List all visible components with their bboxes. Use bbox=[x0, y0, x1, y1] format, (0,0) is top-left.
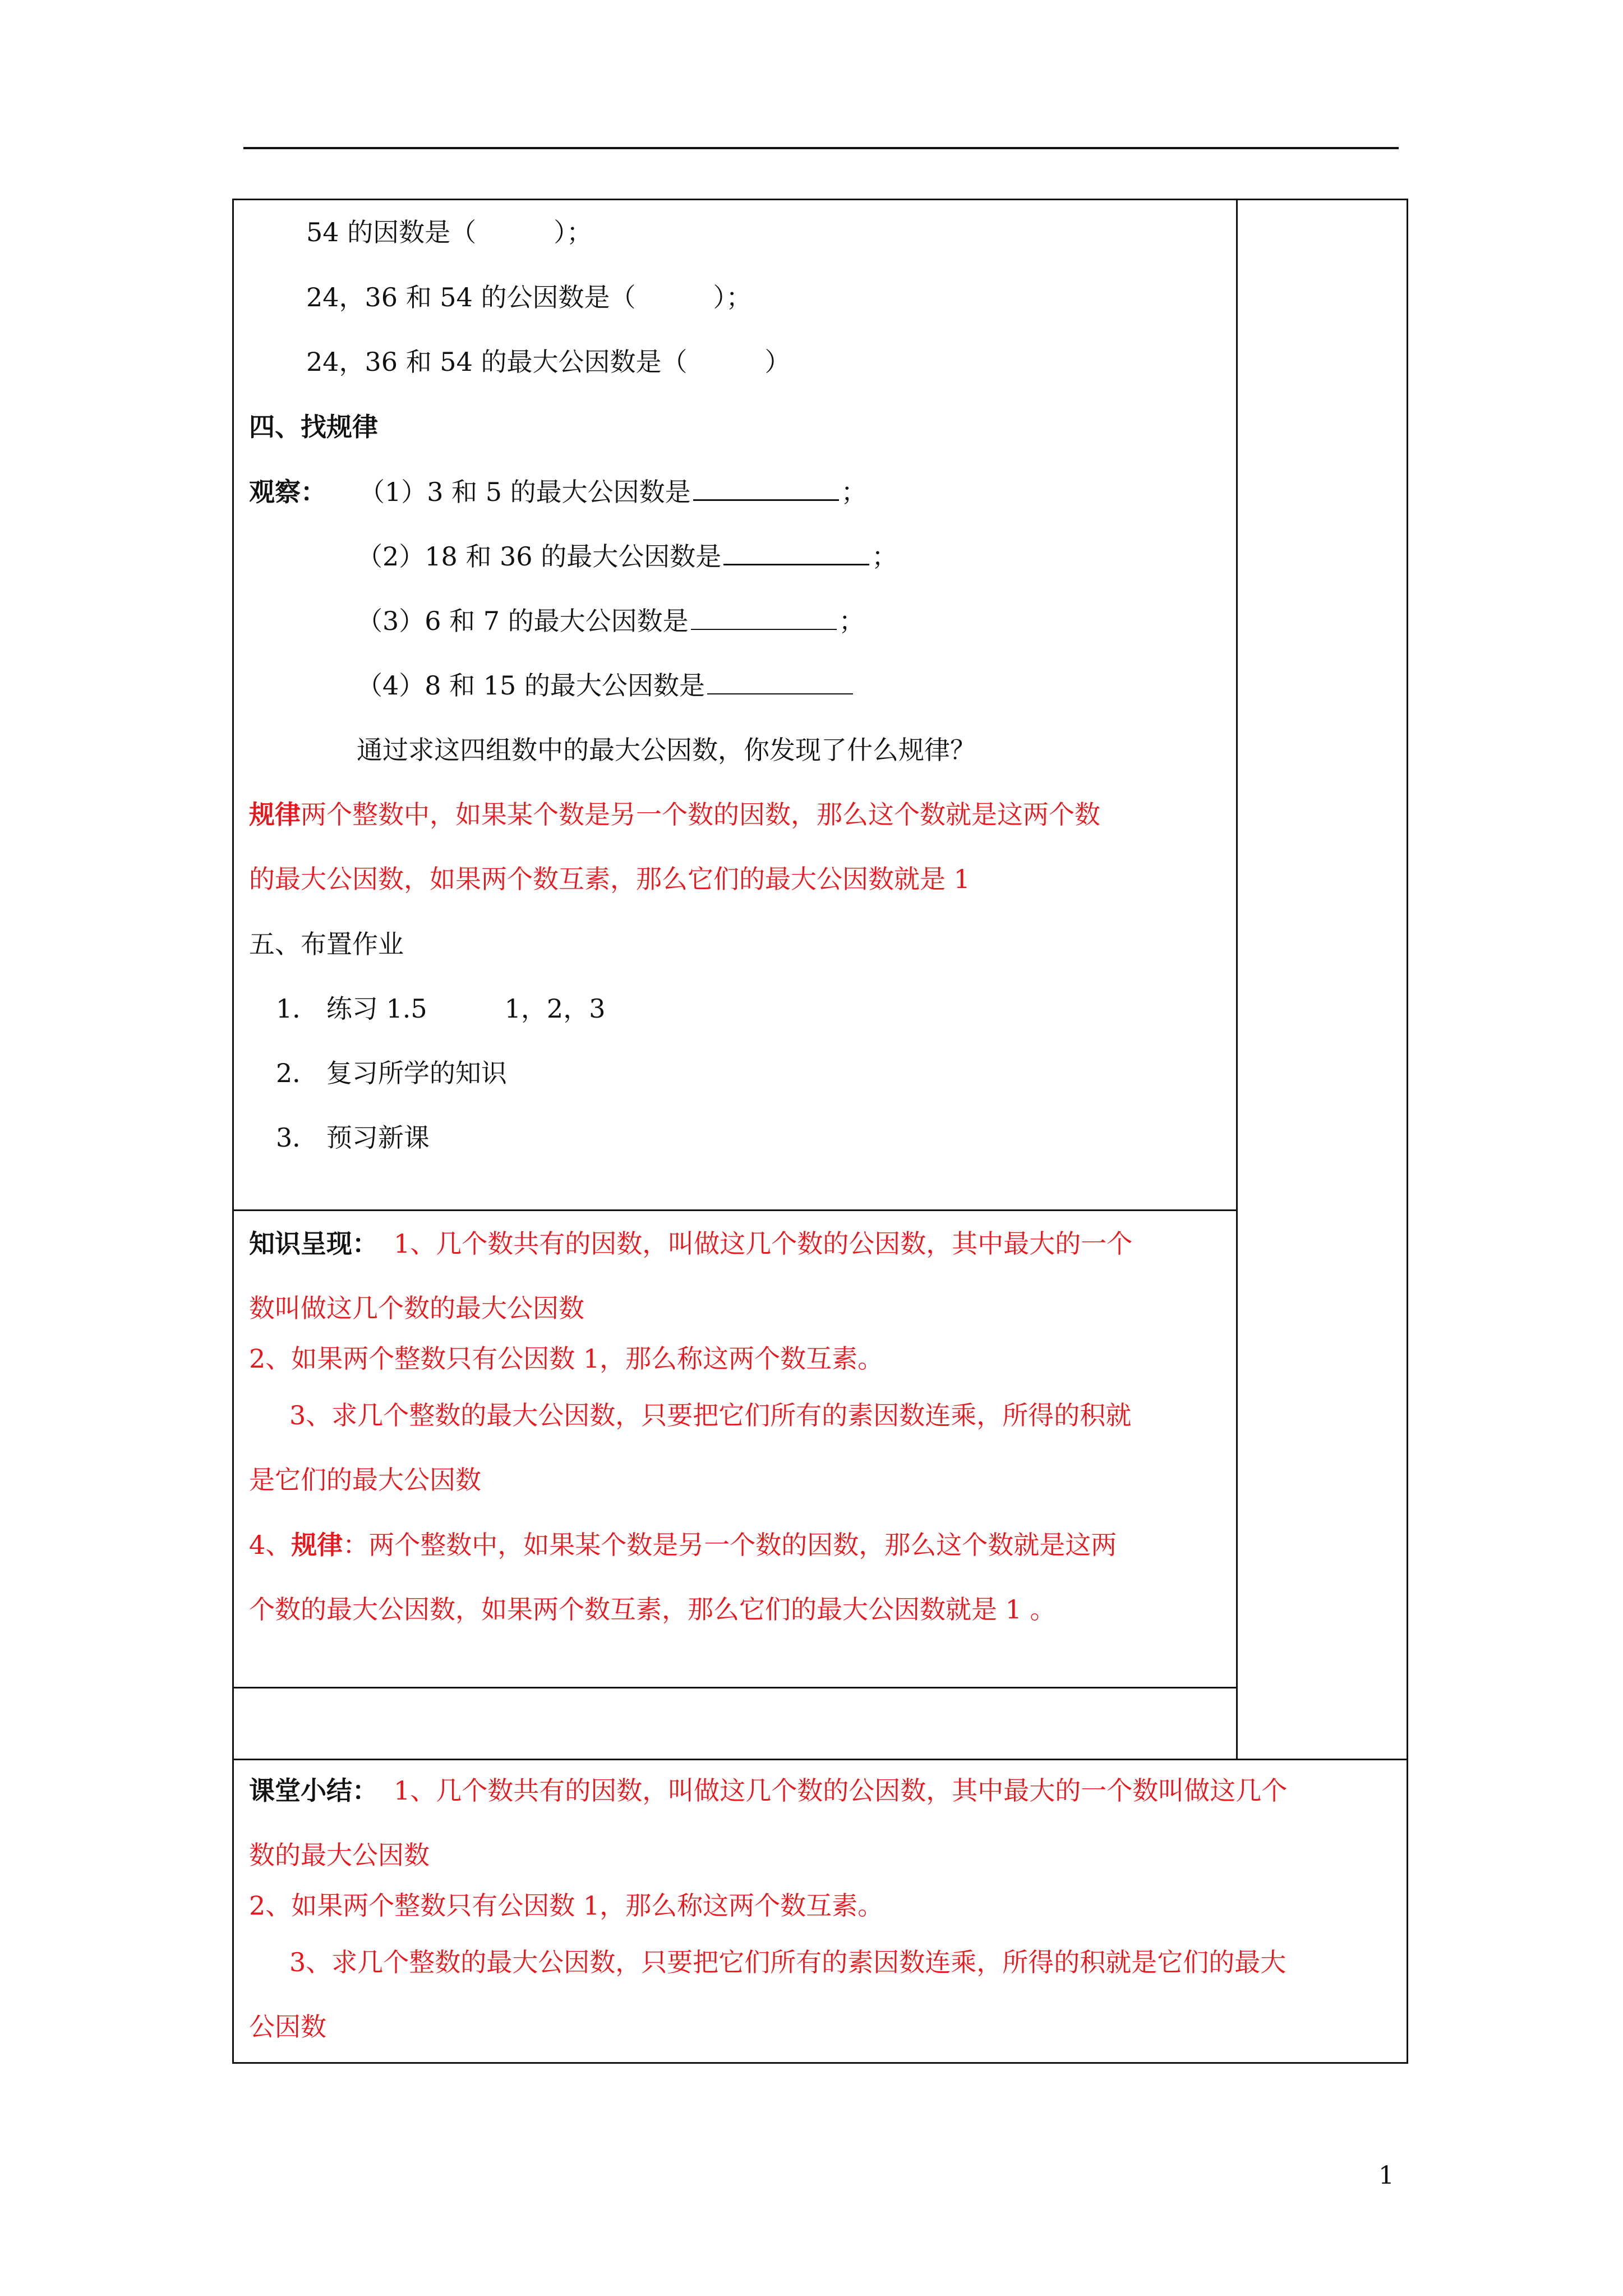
answer-blank-2[interactable] bbox=[723, 541, 869, 565]
rule-line-2: 的最大公因数，如果两个数互素，那么它们的最大公因数就是 1 bbox=[249, 864, 970, 894]
knowledge-label: 知识呈现： bbox=[249, 1228, 378, 1259]
observe-item-1 bbox=[249, 477, 867, 508]
section5-title: 五、布置作业 bbox=[249, 929, 404, 959]
observe-item-1-text: （1）3 和 5 的最大公因数是 bbox=[359, 477, 691, 507]
knowledge-item-1a bbox=[249, 1228, 1132, 1259]
summary-item-1b: 数的最大公因数 bbox=[249, 1840, 430, 1870]
factors-54-line: 54 的因数是（ ）； bbox=[306, 217, 593, 247]
answer-blank-4[interactable] bbox=[707, 671, 853, 694]
semicolon: ； bbox=[841, 477, 867, 507]
row-divider-3 bbox=[232, 1759, 1408, 1760]
observe-item-3-text: （3）6 和 7 的最大公因数是 bbox=[357, 606, 689, 636]
header-rule bbox=[243, 147, 1399, 149]
observe-item-2-text: （2）18 和 36 的最大公因数是 bbox=[357, 541, 722, 572]
section4-title: 四、找规律 bbox=[249, 412, 378, 442]
homework-item-2: 2． 复习所学的知识 bbox=[276, 1058, 507, 1088]
knowledge-item-4a-text: ：两个整数中，如果某个数是另一个数的因数，那么这个数就是这两 bbox=[343, 1530, 1117, 1560]
answer-blank-1[interactable] bbox=[693, 477, 839, 501]
summary-item-3b: 公因数 bbox=[249, 2012, 326, 2042]
rule-text-1: 两个整数中，如果某个数是另一个数的因数，那么这个数就是这两个数 bbox=[301, 799, 1100, 830]
observe-item-3 bbox=[357, 606, 865, 637]
summary-item-3a: 3、求几个整数的最大公因数，只要把它们所有的素因数连乘，所得的积就是它们的最大 bbox=[289, 1947, 1287, 1977]
knowledge-item-3a: 3、求几个整数的最大公因数，只要把它们所有的素因数连乘，所得的积就 bbox=[289, 1400, 1132, 1430]
gcd-line: 24，36 和 54 的最大公因数是（ ） bbox=[306, 347, 791, 377]
table-bottom-border bbox=[232, 2062, 1408, 2064]
common-factors-line: 24，36 和 54 的公因数是（ ）； bbox=[306, 282, 752, 312]
rule-line-1 bbox=[249, 799, 1100, 830]
observe-item-4 bbox=[357, 670, 855, 701]
knowledge-item-1a-text: 1、几个数共有的因数，叫做这几个数的公因数，其中最大的一个 bbox=[394, 1228, 1133, 1259]
summary-item-1a-text: 1、几个数共有的因数，叫做这几个数的公因数，其中最大的一个数叫做这几个 bbox=[394, 1775, 1288, 1806]
table-left-border bbox=[232, 199, 234, 2064]
semicolon: ； bbox=[872, 541, 898, 572]
knowledge-rule-label: 规律 bbox=[291, 1530, 343, 1560]
homework-item-1: 1． 练习 1.5 1，2，3 bbox=[276, 993, 606, 1024]
summary-item-1a bbox=[249, 1775, 1287, 1806]
summary-item-2: 2、如果两个整数只有公因数 1，那么称这两个数互素。 bbox=[249, 1890, 884, 1921]
knowledge-item-3b: 是它们的最大公因数 bbox=[249, 1465, 481, 1495]
page-number: 1 bbox=[1378, 2161, 1394, 2190]
knowledge-item-1b: 数叫做这几个数的最大公因数 bbox=[249, 1293, 584, 1323]
summary-label: 课堂小结： bbox=[249, 1775, 378, 1806]
row-divider-2 bbox=[232, 1687, 1236, 1688]
rule-label: 规律 bbox=[249, 799, 301, 830]
semicolon: ； bbox=[838, 606, 865, 636]
knowledge-item-2: 2、如果两个整数只有公因数 1，那么称这两个数互素。 bbox=[249, 1343, 884, 1374]
knowledge-item-4b: 个数的最大公因数，如果两个数互素，那么它们的最大公因数就是 1 。 bbox=[249, 1594, 1056, 1625]
knowledge-item-4a bbox=[249, 1530, 1117, 1561]
row-divider-1 bbox=[232, 1209, 1236, 1211]
observe-item-4-text: （4）8 和 15 的最大公因数是 bbox=[357, 670, 705, 701]
observe-item-2 bbox=[357, 541, 897, 572]
observe-label: 观察： bbox=[249, 477, 326, 507]
table-top-border bbox=[232, 199, 1408, 200]
knowledge-item-4-prefix: 4、 bbox=[249, 1530, 292, 1560]
answer-blank-3[interactable] bbox=[691, 606, 837, 630]
table-right-border bbox=[1407, 199, 1408, 2064]
pattern-question: 通过求这四组数中的最大公因数，你发现了什么规律？ bbox=[357, 735, 976, 765]
table-inner-column-divider bbox=[1236, 199, 1238, 1760]
homework-item-3: 3． 预习新课 bbox=[276, 1122, 430, 1153]
